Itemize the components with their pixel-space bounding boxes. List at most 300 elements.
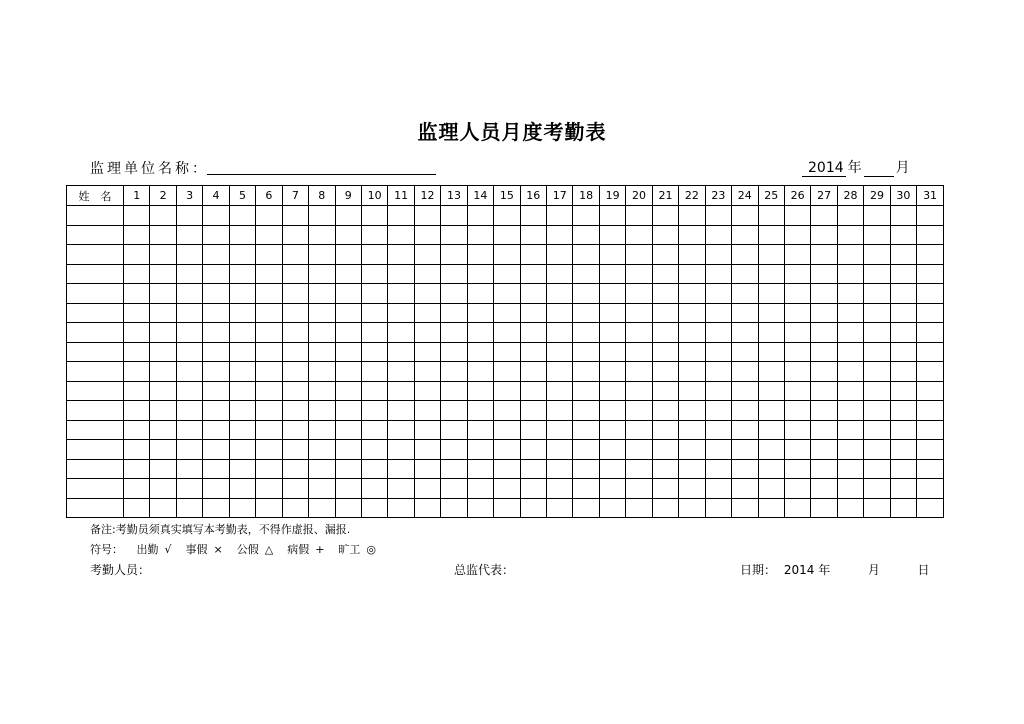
attendance-cell[interactable]	[282, 420, 308, 440]
attendance-cell[interactable]	[282, 284, 308, 304]
attendance-cell[interactable]	[705, 401, 731, 421]
attendance-cell[interactable]	[414, 381, 440, 401]
attendance-cell[interactable]	[917, 264, 944, 284]
attendance-cell[interactable]	[124, 342, 150, 362]
attendance-cell[interactable]	[784, 362, 810, 382]
attendance-cell[interactable]	[917, 245, 944, 265]
attendance-cell[interactable]	[890, 206, 916, 226]
attendance-cell[interactable]	[309, 245, 335, 265]
attendance-cell[interactable]	[520, 479, 546, 499]
attendance-cell[interactable]	[705, 362, 731, 382]
attendance-cell[interactable]	[467, 264, 493, 284]
attendance-cell[interactable]	[573, 381, 599, 401]
attendance-cell[interactable]	[388, 362, 414, 382]
attendance-cell[interactable]	[837, 225, 863, 245]
attendance-cell[interactable]	[864, 206, 890, 226]
attendance-cell[interactable]	[150, 225, 176, 245]
attendance-cell[interactable]	[784, 440, 810, 460]
attendance-cell[interactable]	[758, 342, 784, 362]
attendance-cell[interactable]	[388, 264, 414, 284]
attendance-cell[interactable]	[309, 323, 335, 343]
attendance-cell[interactable]	[864, 420, 890, 440]
attendance-cell[interactable]	[626, 264, 652, 284]
attendance-cell[interactable]	[811, 459, 837, 479]
attendance-cell[interactable]	[361, 459, 387, 479]
attendance-cell[interactable]	[229, 479, 255, 499]
attendance-cell[interactable]	[705, 284, 731, 304]
attendance-cell[interactable]	[837, 342, 863, 362]
attendance-cell[interactable]	[732, 498, 758, 518]
attendance-cell[interactable]	[652, 303, 678, 323]
attendance-cell[interactable]	[573, 362, 599, 382]
attendance-cell[interactable]	[309, 498, 335, 518]
attendance-cell[interactable]	[361, 362, 387, 382]
attendance-cell[interactable]	[811, 303, 837, 323]
attendance-cell[interactable]	[890, 342, 916, 362]
attendance-cell[interactable]	[309, 479, 335, 499]
attendance-cell[interactable]	[203, 323, 229, 343]
attendance-cell[interactable]	[282, 381, 308, 401]
attendance-cell[interactable]	[837, 498, 863, 518]
attendance-cell[interactable]	[335, 440, 361, 460]
attendance-cell[interactable]	[388, 440, 414, 460]
attendance-cell[interactable]	[705, 245, 731, 265]
attendance-cell[interactable]	[467, 420, 493, 440]
attendance-cell[interactable]	[917, 342, 944, 362]
attendance-cell[interactable]	[441, 206, 467, 226]
attendance-cell[interactable]	[388, 206, 414, 226]
attendance-cell[interactable]	[811, 479, 837, 499]
attendance-cell[interactable]	[679, 323, 705, 343]
attendance-cell[interactable]	[837, 479, 863, 499]
attendance-cell[interactable]	[864, 264, 890, 284]
attendance-cell[interactable]	[203, 284, 229, 304]
attendance-cell[interactable]	[335, 479, 361, 499]
attendance-cell[interactable]	[309, 440, 335, 460]
attendance-cell[interactable]	[811, 206, 837, 226]
attendance-cell[interactable]	[652, 459, 678, 479]
attendance-cell[interactable]	[361, 245, 387, 265]
attendance-cell[interactable]	[599, 498, 625, 518]
attendance-cell[interactable]	[203, 381, 229, 401]
attendance-cell[interactable]	[864, 323, 890, 343]
attendance-cell[interactable]	[679, 264, 705, 284]
attendance-cell[interactable]	[229, 264, 255, 284]
attendance-cell[interactable]	[414, 264, 440, 284]
attendance-cell[interactable]	[599, 362, 625, 382]
attendance-cell[interactable]	[890, 284, 916, 304]
attendance-cell[interactable]	[414, 362, 440, 382]
attendance-cell[interactable]	[864, 498, 890, 518]
attendance-cell[interactable]	[388, 498, 414, 518]
attendance-cell[interactable]	[652, 420, 678, 440]
attendance-cell[interactable]	[626, 498, 652, 518]
attendance-cell[interactable]	[547, 264, 573, 284]
attendance-cell[interactable]	[441, 284, 467, 304]
attendance-cell[interactable]	[837, 420, 863, 440]
attendance-cell[interactable]	[890, 498, 916, 518]
attendance-cell[interactable]	[705, 420, 731, 440]
attendance-cell[interactable]	[705, 479, 731, 499]
attendance-cell[interactable]	[441, 342, 467, 362]
attendance-cell[interactable]	[256, 206, 282, 226]
attendance-cell[interactable]	[599, 440, 625, 460]
attendance-cell[interactable]	[917, 420, 944, 440]
attendance-cell[interactable]	[890, 420, 916, 440]
attendance-cell[interactable]	[467, 440, 493, 460]
attendance-cell[interactable]	[573, 284, 599, 304]
attendance-cell[interactable]	[626, 245, 652, 265]
attendance-cell[interactable]	[917, 381, 944, 401]
attendance-cell[interactable]	[256, 440, 282, 460]
attendance-cell[interactable]	[890, 381, 916, 401]
attendance-cell[interactable]	[599, 284, 625, 304]
attendance-cell[interactable]	[626, 206, 652, 226]
attendance-cell[interactable]	[652, 401, 678, 421]
attendance-cell[interactable]	[520, 401, 546, 421]
attendance-cell[interactable]	[176, 401, 202, 421]
attendance-cell[interactable]	[256, 342, 282, 362]
attendance-cell[interactable]	[441, 264, 467, 284]
attendance-cell[interactable]	[784, 206, 810, 226]
attendance-cell[interactable]	[335, 245, 361, 265]
attendance-cell[interactable]	[229, 284, 255, 304]
attendance-cell[interactable]	[732, 245, 758, 265]
attendance-cell[interactable]	[203, 498, 229, 518]
attendance-cell[interactable]	[599, 245, 625, 265]
attendance-cell[interactable]	[176, 342, 202, 362]
attendance-cell[interactable]	[547, 479, 573, 499]
attendance-cell[interactable]	[811, 498, 837, 518]
attendance-cell[interactable]	[890, 303, 916, 323]
attendance-cell[interactable]	[203, 342, 229, 362]
attendance-cell[interactable]	[679, 498, 705, 518]
attendance-cell[interactable]	[520, 459, 546, 479]
attendance-cell[interactable]	[547, 284, 573, 304]
attendance-cell[interactable]	[520, 420, 546, 440]
attendance-cell[interactable]	[494, 381, 520, 401]
attendance-cell[interactable]	[573, 401, 599, 421]
attendance-cell[interactable]	[256, 479, 282, 499]
attendance-cell[interactable]	[626, 459, 652, 479]
attendance-cell[interactable]	[520, 498, 546, 518]
attendance-cell[interactable]	[335, 498, 361, 518]
attendance-cell[interactable]	[441, 245, 467, 265]
attendance-cell[interactable]	[150, 440, 176, 460]
attendance-cell[interactable]	[890, 479, 916, 499]
attendance-cell[interactable]	[467, 498, 493, 518]
attendance-cell[interactable]	[837, 323, 863, 343]
attendance-cell[interactable]	[890, 362, 916, 382]
attendance-cell[interactable]	[732, 401, 758, 421]
attendance-cell[interactable]	[494, 323, 520, 343]
attendance-cell[interactable]	[758, 381, 784, 401]
attendance-cell[interactable]	[361, 264, 387, 284]
attendance-cell[interactable]	[837, 206, 863, 226]
attendance-cell[interactable]	[229, 245, 255, 265]
attendance-cell[interactable]	[573, 225, 599, 245]
attendance-cell[interactable]	[599, 459, 625, 479]
attendance-cell[interactable]	[203, 401, 229, 421]
attendance-cell[interactable]	[361, 303, 387, 323]
name-cell[interactable]	[67, 206, 124, 226]
attendance-cell[interactable]	[811, 284, 837, 304]
attendance-cell[interactable]	[599, 303, 625, 323]
attendance-cell[interactable]	[256, 401, 282, 421]
attendance-cell[interactable]	[679, 206, 705, 226]
attendance-cell[interactable]	[599, 323, 625, 343]
attendance-cell[interactable]	[864, 381, 890, 401]
attendance-cell[interactable]	[124, 323, 150, 343]
attendance-cell[interactable]	[124, 440, 150, 460]
attendance-cell[interactable]	[758, 401, 784, 421]
attendance-cell[interactable]	[626, 284, 652, 304]
attendance-cell[interactable]	[520, 245, 546, 265]
attendance-cell[interactable]	[494, 498, 520, 518]
attendance-cell[interactable]	[309, 284, 335, 304]
attendance-cell[interactable]	[758, 206, 784, 226]
attendance-cell[interactable]	[176, 479, 202, 499]
attendance-cell[interactable]	[547, 206, 573, 226]
attendance-cell[interactable]	[652, 264, 678, 284]
attendance-cell[interactable]	[811, 381, 837, 401]
attendance-cell[interactable]	[599, 264, 625, 284]
attendance-cell[interactable]	[494, 440, 520, 460]
name-cell[interactable]	[67, 264, 124, 284]
attendance-cell[interactable]	[388, 420, 414, 440]
name-cell[interactable]	[67, 381, 124, 401]
attendance-cell[interactable]	[520, 440, 546, 460]
attendance-cell[interactable]	[732, 440, 758, 460]
attendance-cell[interactable]	[811, 323, 837, 343]
attendance-cell[interactable]	[309, 381, 335, 401]
attendance-cell[interactable]	[732, 323, 758, 343]
attendance-cell[interactable]	[414, 342, 440, 362]
attendance-cell[interactable]	[758, 440, 784, 460]
attendance-cell[interactable]	[414, 459, 440, 479]
attendance-cell[interactable]	[573, 342, 599, 362]
name-cell[interactable]	[67, 303, 124, 323]
attendance-cell[interactable]	[282, 362, 308, 382]
attendance-cell[interactable]	[784, 245, 810, 265]
attendance-cell[interactable]	[864, 225, 890, 245]
attendance-cell[interactable]	[626, 420, 652, 440]
attendance-cell[interactable]	[256, 303, 282, 323]
attendance-cell[interactable]	[679, 479, 705, 499]
attendance-cell[interactable]	[917, 459, 944, 479]
attendance-cell[interactable]	[335, 381, 361, 401]
attendance-cell[interactable]	[256, 381, 282, 401]
attendance-cell[interactable]	[864, 362, 890, 382]
attendance-cell[interactable]	[335, 225, 361, 245]
attendance-cell[interactable]	[150, 498, 176, 518]
attendance-cell[interactable]	[309, 401, 335, 421]
attendance-cell[interactable]	[150, 303, 176, 323]
attendance-cell[interactable]	[758, 264, 784, 284]
attendance-cell[interactable]	[811, 420, 837, 440]
attendance-cell[interactable]	[679, 303, 705, 323]
attendance-cell[interactable]	[494, 401, 520, 421]
attendance-cell[interactable]	[520, 323, 546, 343]
attendance-cell[interactable]	[441, 303, 467, 323]
attendance-cell[interactable]	[467, 303, 493, 323]
attendance-cell[interactable]	[282, 264, 308, 284]
attendance-cell[interactable]	[441, 401, 467, 421]
attendance-cell[interactable]	[414, 420, 440, 440]
attendance-cell[interactable]	[309, 342, 335, 362]
attendance-cell[interactable]	[758, 225, 784, 245]
attendance-cell[interactable]	[652, 440, 678, 460]
attendance-cell[interactable]	[150, 245, 176, 265]
attendance-cell[interactable]	[732, 206, 758, 226]
attendance-cell[interactable]	[229, 459, 255, 479]
attendance-cell[interactable]	[309, 459, 335, 479]
attendance-cell[interactable]	[626, 381, 652, 401]
attendance-cell[interactable]	[573, 245, 599, 265]
attendance-cell[interactable]	[732, 362, 758, 382]
attendance-cell[interactable]	[467, 459, 493, 479]
attendance-cell[interactable]	[494, 420, 520, 440]
attendance-cell[interactable]	[467, 284, 493, 304]
attendance-cell[interactable]	[864, 479, 890, 499]
attendance-cell[interactable]	[784, 459, 810, 479]
attendance-cell[interactable]	[784, 284, 810, 304]
attendance-cell[interactable]	[652, 225, 678, 245]
name-cell[interactable]	[67, 362, 124, 382]
attendance-cell[interactable]	[282, 479, 308, 499]
attendance-cell[interactable]	[520, 225, 546, 245]
attendance-cell[interactable]	[917, 440, 944, 460]
attendance-cell[interactable]	[388, 284, 414, 304]
attendance-cell[interactable]	[256, 459, 282, 479]
attendance-cell[interactable]	[335, 264, 361, 284]
attendance-cell[interactable]	[388, 225, 414, 245]
attendance-cell[interactable]	[361, 420, 387, 440]
attendance-cell[interactable]	[414, 323, 440, 343]
attendance-cell[interactable]	[890, 245, 916, 265]
attendance-cell[interactable]	[467, 479, 493, 499]
attendance-cell[interactable]	[547, 381, 573, 401]
attendance-cell[interactable]	[467, 323, 493, 343]
attendance-cell[interactable]	[917, 401, 944, 421]
attendance-cell[interactable]	[441, 225, 467, 245]
attendance-cell[interactable]	[652, 323, 678, 343]
attendance-cell[interactable]	[361, 225, 387, 245]
attendance-cell[interactable]	[361, 479, 387, 499]
attendance-cell[interactable]	[229, 303, 255, 323]
attendance-cell[interactable]	[441, 381, 467, 401]
attendance-cell[interactable]	[229, 401, 255, 421]
attendance-cell[interactable]	[388, 323, 414, 343]
attendance-cell[interactable]	[758, 284, 784, 304]
attendance-cell[interactable]	[890, 459, 916, 479]
attendance-cell[interactable]	[441, 479, 467, 499]
attendance-cell[interactable]	[917, 323, 944, 343]
attendance-cell[interactable]	[176, 440, 202, 460]
attendance-cell[interactable]	[547, 225, 573, 245]
attendance-cell[interactable]	[679, 459, 705, 479]
attendance-cell[interactable]	[124, 459, 150, 479]
attendance-cell[interactable]	[599, 225, 625, 245]
attendance-cell[interactable]	[441, 459, 467, 479]
attendance-cell[interactable]	[414, 284, 440, 304]
attendance-cell[interactable]	[309, 264, 335, 284]
attendance-cell[interactable]	[679, 440, 705, 460]
attendance-cell[interactable]	[811, 245, 837, 265]
attendance-cell[interactable]	[361, 401, 387, 421]
attendance-cell[interactable]	[388, 303, 414, 323]
attendance-cell[interactable]	[256, 323, 282, 343]
attendance-cell[interactable]	[494, 284, 520, 304]
attendance-cell[interactable]	[282, 245, 308, 265]
attendance-cell[interactable]	[203, 225, 229, 245]
attendance-cell[interactable]	[864, 401, 890, 421]
attendance-cell[interactable]	[203, 420, 229, 440]
attendance-cell[interactable]	[388, 479, 414, 499]
attendance-cell[interactable]	[679, 381, 705, 401]
attendance-cell[interactable]	[441, 420, 467, 440]
attendance-cell[interactable]	[652, 479, 678, 499]
attendance-cell[interactable]	[917, 362, 944, 382]
attendance-cell[interactable]	[573, 303, 599, 323]
attendance-cell[interactable]	[282, 342, 308, 362]
attendance-cell[interactable]	[679, 342, 705, 362]
attendance-cell[interactable]	[626, 303, 652, 323]
month-blank-field[interactable]	[864, 159, 894, 177]
attendance-cell[interactable]	[124, 381, 150, 401]
attendance-cell[interactable]	[547, 342, 573, 362]
attendance-cell[interactable]	[784, 323, 810, 343]
attendance-cell[interactable]	[758, 323, 784, 343]
attendance-cell[interactable]	[229, 420, 255, 440]
attendance-cell[interactable]	[626, 342, 652, 362]
attendance-cell[interactable]	[784, 479, 810, 499]
name-cell[interactable]	[67, 245, 124, 265]
attendance-cell[interactable]	[176, 420, 202, 440]
attendance-cell[interactable]	[414, 245, 440, 265]
attendance-cell[interactable]	[229, 381, 255, 401]
attendance-cell[interactable]	[573, 459, 599, 479]
attendance-cell[interactable]	[917, 303, 944, 323]
attendance-cell[interactable]	[811, 362, 837, 382]
attendance-cell[interactable]	[176, 206, 202, 226]
attendance-cell[interactable]	[758, 303, 784, 323]
name-cell[interactable]	[67, 323, 124, 343]
attendance-cell[interactable]	[573, 420, 599, 440]
attendance-cell[interactable]	[917, 498, 944, 518]
attendance-cell[interactable]	[176, 245, 202, 265]
attendance-cell[interactable]	[203, 206, 229, 226]
attendance-cell[interactable]	[758, 362, 784, 382]
attendance-cell[interactable]	[547, 323, 573, 343]
attendance-cell[interactable]	[124, 362, 150, 382]
attendance-cell[interactable]	[124, 498, 150, 518]
attendance-cell[interactable]	[256, 225, 282, 245]
attendance-cell[interactable]	[467, 362, 493, 382]
attendance-cell[interactable]	[335, 459, 361, 479]
attendance-cell[interactable]	[229, 225, 255, 245]
attendance-cell[interactable]	[520, 362, 546, 382]
attendance-cell[interactable]	[758, 420, 784, 440]
attendance-cell[interactable]	[150, 401, 176, 421]
attendance-cell[interactable]	[732, 303, 758, 323]
attendance-cell[interactable]	[705, 323, 731, 343]
attendance-cell[interactable]	[705, 440, 731, 460]
name-cell[interactable]	[67, 459, 124, 479]
attendance-cell[interactable]	[467, 225, 493, 245]
attendance-cell[interactable]	[256, 245, 282, 265]
attendance-cell[interactable]	[837, 264, 863, 284]
